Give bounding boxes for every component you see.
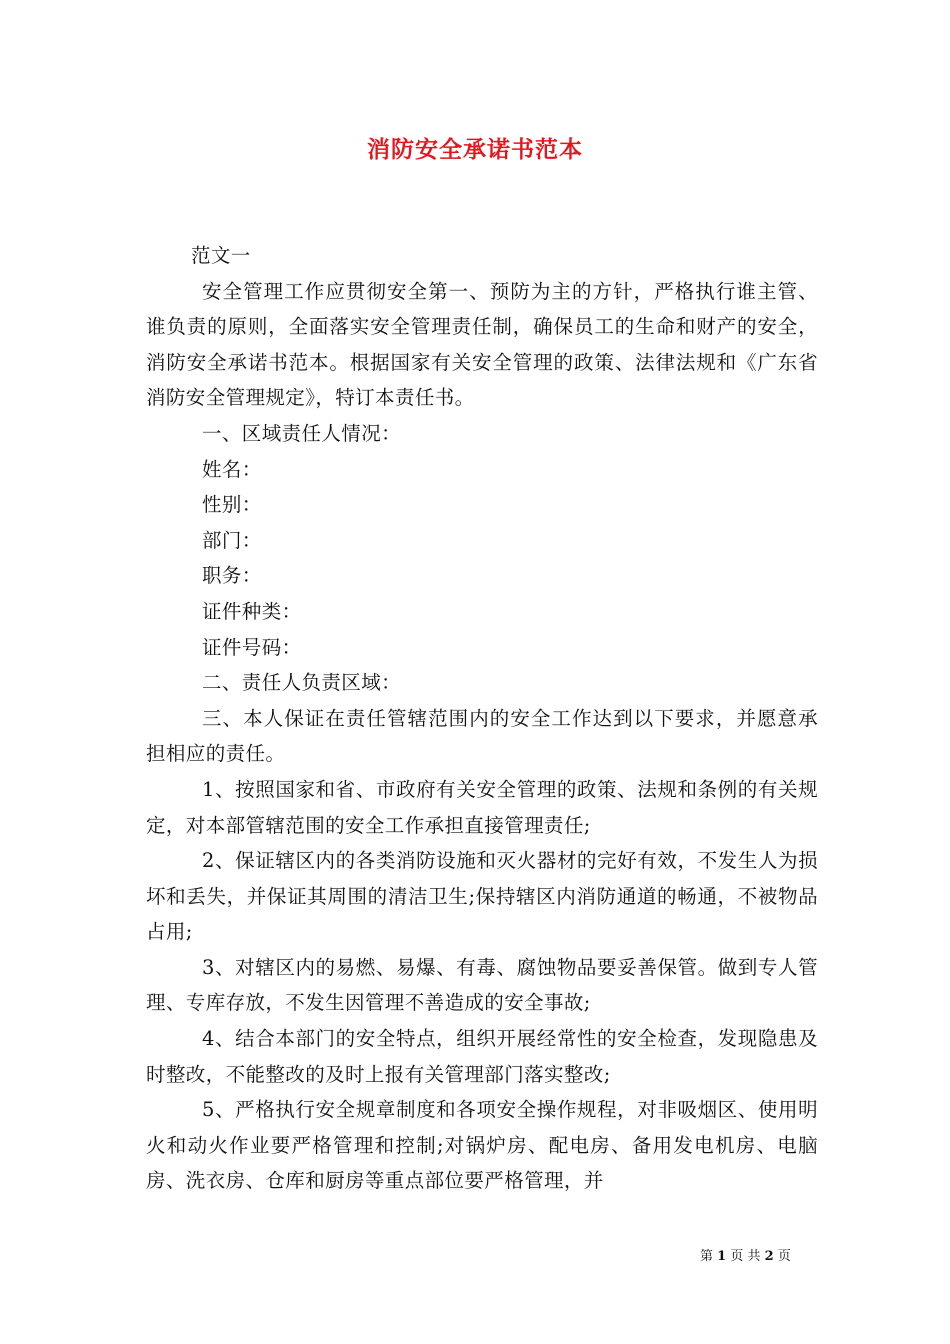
document-title: 消防安全承诺书范本 xyxy=(367,136,583,163)
field-id-number-label: 证件号码： xyxy=(202,635,302,659)
section-heading: 范文一 xyxy=(191,244,251,267)
requirement-item-5: 5、严格执行安全规章制度和各项安全操作规程，对非吸烟区、使用明火和动火作业要严格管理和控制;对锅炉房、配电房、备用发电机房、电脑房、洗衣房、仓库和厨房等重点部位要严格管理，并 xyxy=(146,1098,818,1193)
footer-total-pages: 2 xyxy=(764,1249,774,1264)
footer-suffix: 页 xyxy=(777,1249,791,1264)
field-name-label: 姓名： xyxy=(202,457,262,481)
requirement-item-1: 1、按照国家和省、市政府有关安全管理的政策、法规和条例的有关规定，对本部管辖范围的安全工作承担直接管理责任; xyxy=(146,777,818,837)
requirement-item-3: 3、对辖区内的易燃、易爆、有毒、腐蚀物品要妥善保管。做到专人管理、专库存放，不发生因管理不善造成的安全事故; xyxy=(146,955,818,1015)
footer-prefix: 第 xyxy=(700,1249,714,1264)
field-gender-label: 性别： xyxy=(202,493,262,517)
section-three-paragraph: 三、本人保证在责任管辖范围内的安全工作达到以下要求，并愿意承担相应的责任。 xyxy=(146,706,818,766)
requirement-item-4: 4、结合本部门的安全特点，组织开展经常性的安全检查，发现隐患及时整改，不能整改的及时上报有关管理部门落实整改; xyxy=(146,1027,818,1086)
section-two-heading: 二、责任人负责区域： xyxy=(202,671,402,695)
page-number-footer xyxy=(700,1248,791,1266)
document-body xyxy=(146,238,818,1199)
section-one-heading: 一、区域责任人情况： xyxy=(202,421,402,445)
field-id-type-label: 证件种类： xyxy=(202,599,302,623)
footer-current-page: 1 xyxy=(717,1249,727,1264)
requirement-item-2: 2、保证辖区内的各类消防设施和灭火器材的完好有效，不发生人为损坏和丢失，并保证其周围的清洁卫生;保持辖区内消防通道的畅通，不被物品占用; xyxy=(146,849,818,944)
footer-middle: 页 共 xyxy=(730,1249,761,1264)
intro-paragraph: 安全管理工作应贯彻安全第一、预防为主的方针，严格执行谁主管、谁负责的原则，全面落实安全管理责任制，确保员工的生命和财产的安全，消防安全承诺书范本。根据国家有关安全管理的政策、法律法规和《广东省消防安全管理规定》，特订本责任书。 xyxy=(146,279,818,410)
field-department-label: 部门： xyxy=(202,528,262,552)
field-position-label: 职务： xyxy=(202,564,262,588)
